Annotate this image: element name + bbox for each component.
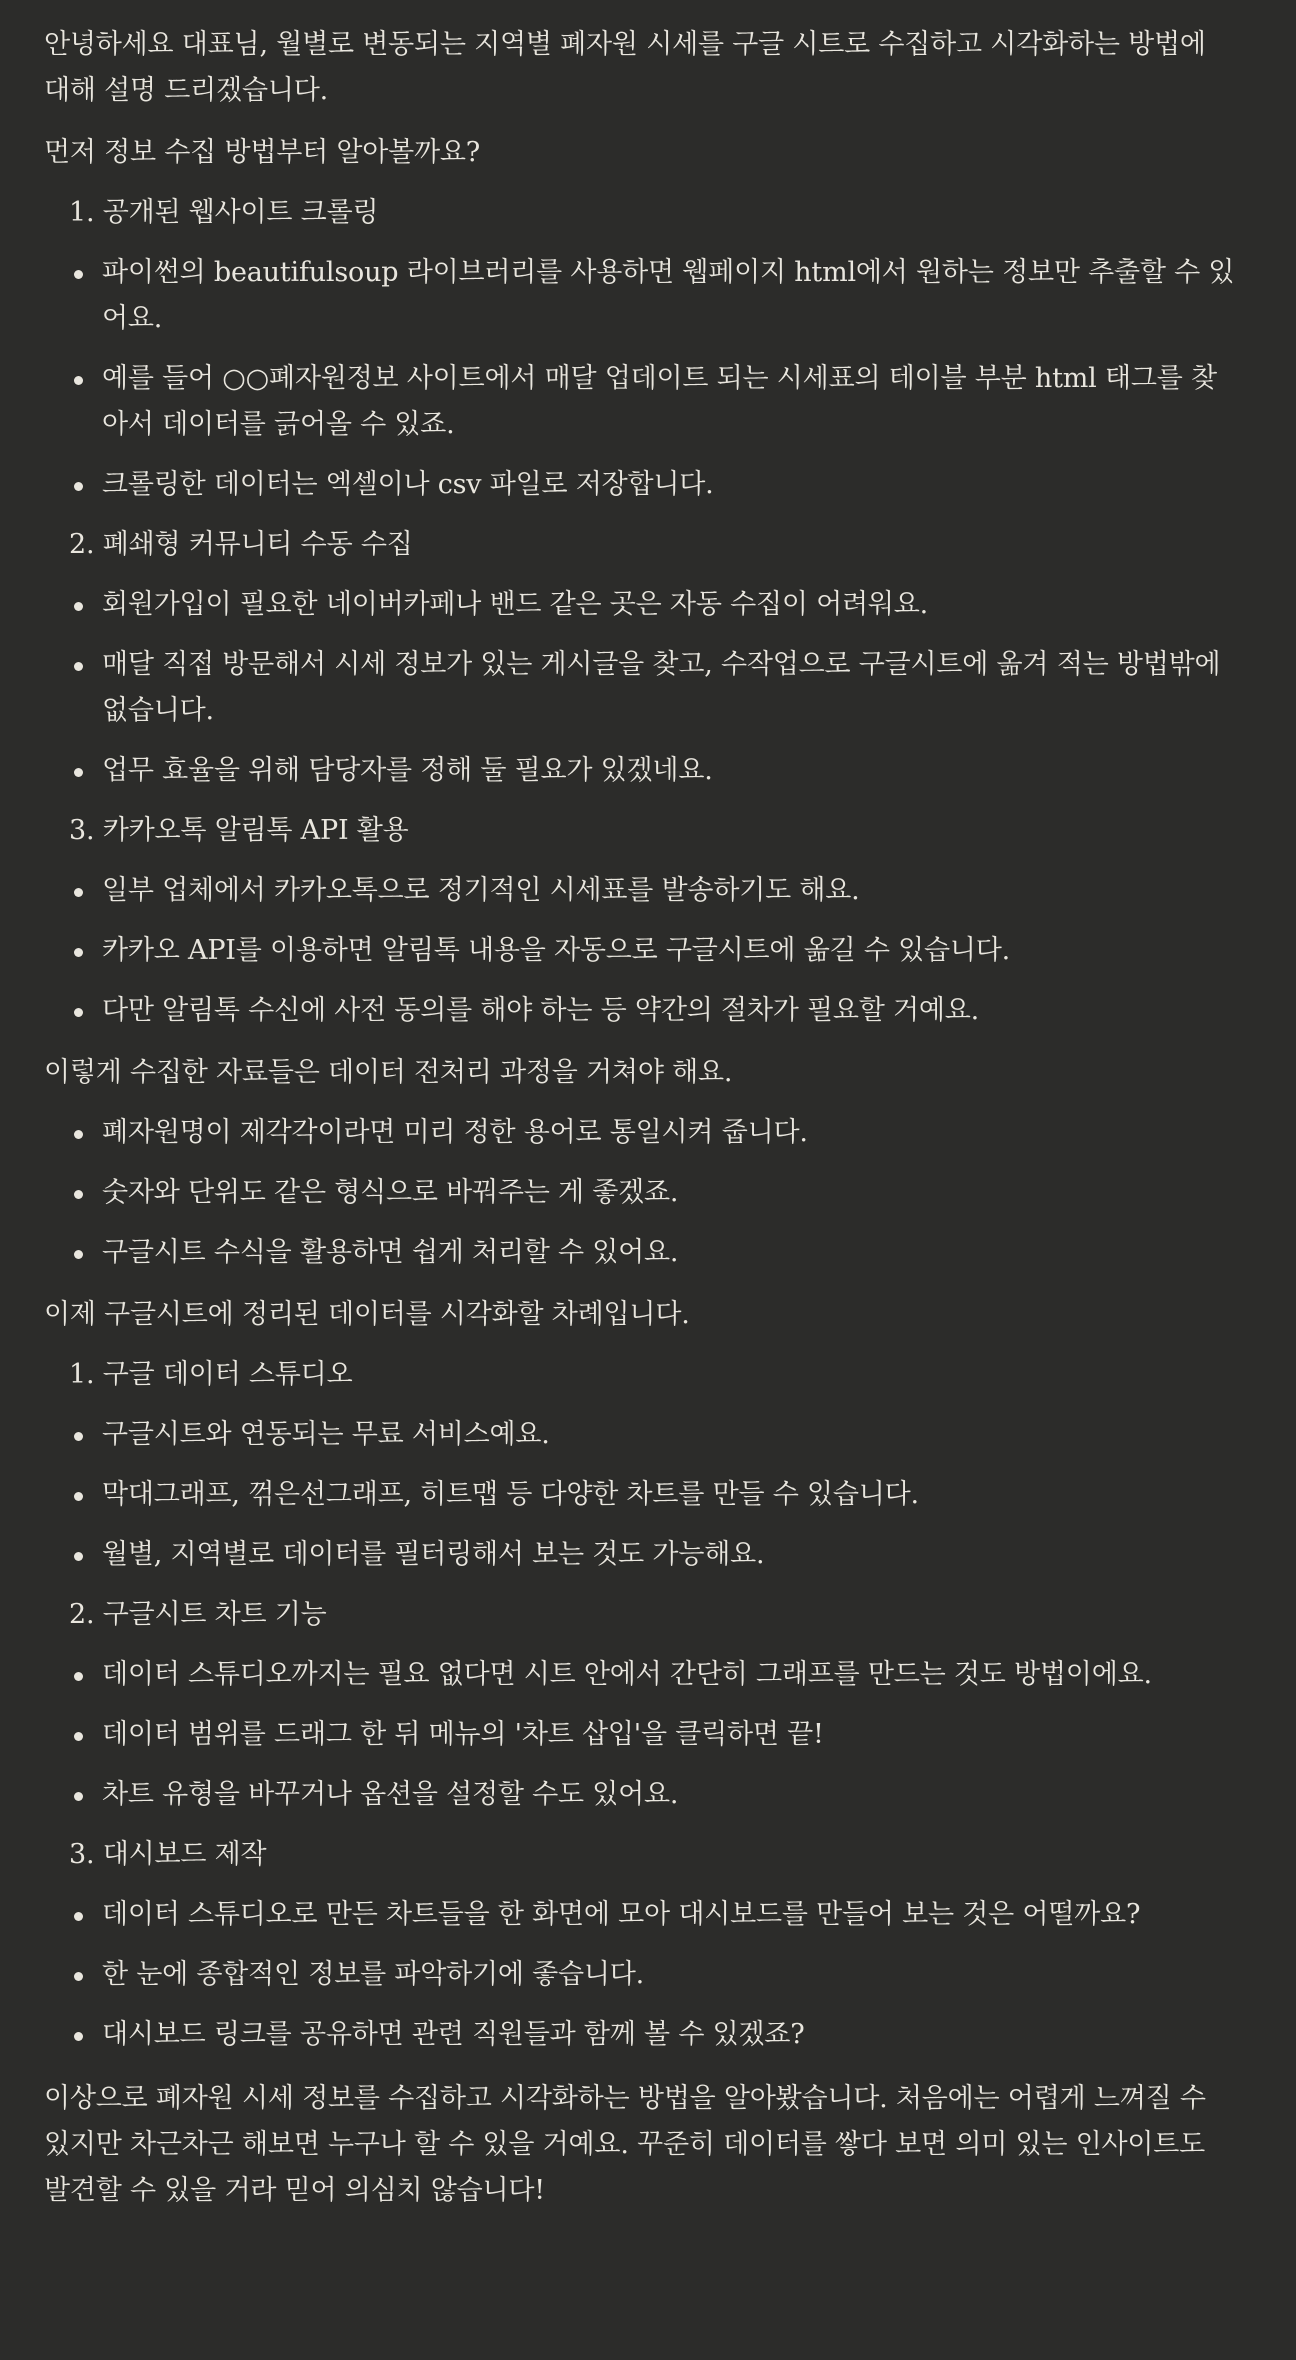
collect-section-3 — [44, 808, 1236, 1034]
list-item: 데이터 스튜디오까지는 필요 없다면 시트 안에서 간단히 그래프를 만드는 것도 방법이에요. — [44, 1652, 1236, 1698]
section-heading: 3. 카카오톡 알림톡 API 활용 — [69, 815, 409, 846]
section-heading: 2. 구글시트 차트 기능 — [69, 1599, 327, 1630]
collect-lead: 먼저 정보 수집 방법부터 알아볼까요? — [44, 137, 481, 168]
preprocess-bullet-list — [44, 1110, 1236, 1276]
list-item: 다만 알림톡 수신에 사전 동의를 해야 하는 등 약간의 절차가 필요할 거예요. — [44, 988, 1236, 1034]
list-item: 차트 유형을 바꾸거나 옵션을 설정할 수도 있어요. — [44, 1772, 1236, 1818]
collect-section-2 — [44, 522, 1236, 794]
visual-section-1 — [44, 1352, 1236, 1578]
list-item: 회원가입이 필요한 네이버카페나 밴드 같은 곳은 자동 수집이 어려워요. — [44, 582, 1236, 628]
list-item: 매달 직접 방문해서 시세 정보가 있는 게시글을 찾고, 수작업으로 구글시트에 옮겨 적는 방법밖에 없습니다. — [44, 642, 1236, 734]
section-heading: 1. 공개된 웹사이트 크롤링 — [69, 197, 379, 228]
list-item: 데이터 범위를 드래그 한 뒤 메뉴의 '차트 삽입'을 클릭하면 끝! — [44, 1712, 1236, 1758]
list-item: 월별, 지역별로 데이터를 필터링해서 보는 것도 가능해요. — [44, 1532, 1236, 1578]
bullet-list — [44, 1652, 1236, 1818]
list-item: 업무 효율을 위해 담당자를 정해 둘 필요가 있겠네요. — [44, 748, 1236, 794]
bullet-list — [44, 1412, 1236, 1578]
collect-section-1 — [44, 190, 1236, 508]
list-item: 구글시트 수식을 활용하면 쉽게 처리할 수 있어요. — [44, 1230, 1236, 1276]
closing-paragraph: 이상으로 폐자원 시세 정보를 수집하고 시각화하는 방법을 알아봤습니다. 처음에는 어렵게 느껴질 수 있지만 차근차근 해보면 누구나 할 수 있을 거예요. 꾸준히 데이터를 쌓다 보면 의미 있는 인사이트도 발견할 수 있을 거라 믿어 의심치 않습니다! — [44, 2083, 1206, 2206]
bullet-list — [44, 1892, 1236, 2058]
list-item: 한 눈에 종합적인 정보를 파악하기에 좋습니다. — [44, 1952, 1236, 1998]
preprocess-lead: 이렇게 수집한 자료들은 데이터 전처리 과정을 거쳐야 해요. — [44, 1057, 733, 1088]
list-item: 막대그래프, 꺾은선그래프, 히트맵 등 다양한 차트를 만들 수 있습니다. — [44, 1472, 1236, 1518]
list-item: 데이터 스튜디오로 만든 차트들을 한 화면에 모아 대시보드를 만들어 보는 것은 어떨까요? — [44, 1892, 1236, 1938]
bullet-list — [44, 250, 1236, 508]
list-item: 구글시트와 연동되는 무료 서비스예요. — [44, 1412, 1236, 1458]
list-item: 예를 들어 ○○폐자원정보 사이트에서 매달 업데이트 되는 시세표의 테이블 부분 html 태그를 찾아서 데이터를 긁어올 수 있죠. — [44, 356, 1236, 448]
list-item: 폐자원명이 제각각이라면 미리 정한 용어로 통일시켜 줍니다. — [44, 1110, 1236, 1156]
list-item: 대시보드 링크를 공유하면 관련 직원들과 함께 볼 수 있겠죠? — [44, 2012, 1236, 2058]
list-item: 파이썬의 beautifulsoup 라이브러리를 사용하면 웹페이지 html에서 원하는 정보만 추출할 수 있어요. — [44, 250, 1236, 342]
visual-section-2 — [44, 1592, 1236, 1818]
list-item: 숫자와 단위도 같은 형식으로 바꿔주는 게 좋겠죠. — [44, 1170, 1236, 1216]
bullet-list — [44, 868, 1236, 1034]
list-item: 카카오 API를 이용하면 알림톡 내용을 자동으로 구글시트에 옮길 수 있습니다. — [44, 928, 1236, 974]
visual-section-3 — [44, 1832, 1236, 2058]
section-heading: 2. 폐쇄형 커뮤니티 수동 수집 — [69, 529, 413, 560]
section-heading: 3. 대시보드 제작 — [69, 1839, 267, 1870]
bullet-list — [44, 582, 1236, 794]
section-heading: 1. 구글 데이터 스튜디오 — [69, 1359, 353, 1390]
list-item: 크롤링한 데이터는 엑셀이나 csv 파일로 저장합니다. — [44, 462, 1236, 508]
list-item: 일부 업체에서 카카오톡으로 정기적인 시세표를 발송하기도 해요. — [44, 868, 1236, 914]
intro-paragraph: 안녕하세요 대표님, 월별로 변동되는 지역별 폐자원 시세를 구글 시트로 수집하고 시각화하는 방법에 대해 설명 드리겠습니다. — [44, 29, 1206, 106]
visual-lead: 이제 구글시트에 정리된 데이터를 시각화할 차례입니다. — [44, 1299, 690, 1330]
